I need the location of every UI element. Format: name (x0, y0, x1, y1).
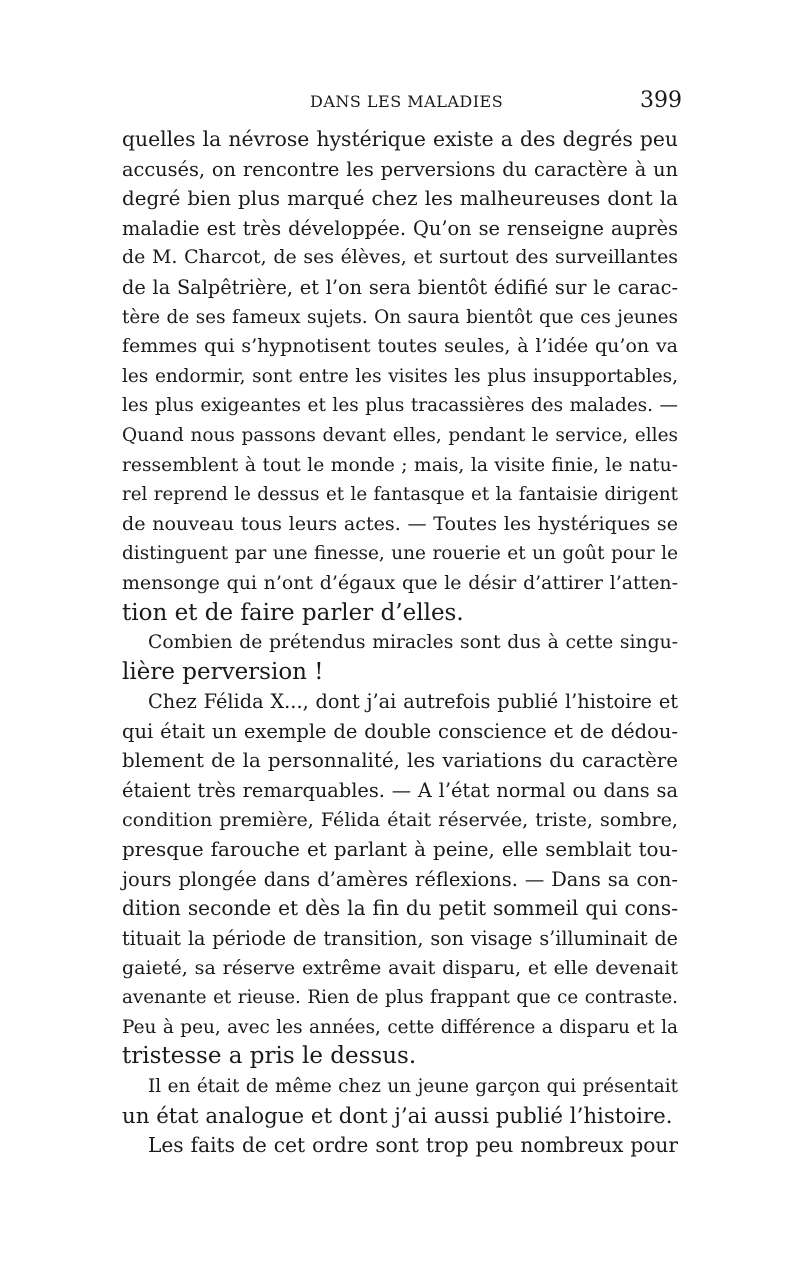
text-line: tère de ses fameux sujets. On saura bientôt que ces jeunes (122, 306, 678, 328)
text-line: femmes qui s’hypnotisent toutes seules, à l’idée qu’on va (122, 335, 678, 358)
text-line: ressemblent à tout le monde ; mais, la visite finie, le natu- (122, 454, 678, 476)
text-line: Quand nous passons devant elles, pendant le service, elles (122, 424, 678, 446)
text-line: de M. Charcot, de ses élèves, et surtout des surveillantes (122, 246, 678, 269)
text-line: presque farouche et parlant à peine, elle semblait tou- (122, 838, 678, 862)
text-line: de nouveau tous leurs actes. — Toutes les hystériques se (122, 512, 678, 535)
page-header (0, 88, 800, 118)
text-line: maladie est très développée. Qu’on se renseigne auprès (122, 216, 678, 240)
text-line: rel reprend le dessus et le fantasque et la fantaisie dirigent (122, 484, 678, 506)
text-line: distinguent par une finesse, une rouerie et un goût pour le (122, 543, 678, 565)
text-line: jours plongée dans d’amères réflexions. — Dans sa con- (122, 867, 678, 891)
text-line: étaient très remarquables. — A l’état normal ou dans sa (122, 779, 678, 803)
text-line: les plus exigeantes et les plus tracassières des malades. — (122, 395, 678, 417)
text-line: blement de la personnalité, les variations du caractère (122, 749, 678, 773)
text-line: qui était un exemple de double conscience et de dédou- (122, 719, 678, 743)
text-line: tion et de faire parler d’elles. (122, 599, 464, 626)
text-line: Peu à peu, avec les années, cette différence a disparu et la (122, 1016, 678, 1038)
text-line: dition seconde et dès la fin du petit sommeil qui cons- (122, 896, 678, 921)
text-line: gaieté, sa réserve extrême avait disparu, et elle devenait (122, 956, 678, 979)
paragraph-first-line: Combien de prétendus miracles sont dus à cette singu- (148, 632, 678, 654)
text-line: condition première, Félida était réservée, triste, sombre, (122, 808, 678, 831)
text-line: lière perversion ! (122, 658, 324, 685)
text-line: degré bien plus marqué chez les malheureuses dont la (122, 187, 678, 211)
text-line: un état analogue et dont j’ai aussi publié l’histoire. (122, 1103, 673, 1129)
paragraph-first-line: Chez Félida X..., dont j’ai autrefois publié l’histoire et (148, 690, 678, 714)
text-line: quelles la névrose hystérique existe a des degrés peu (122, 127, 678, 151)
paragraph-first-line: Les faits de cet ordre sont trop peu nombreux pour (148, 1133, 678, 1158)
text-line: de la Salpêtrière, et l’on sera bientôt édifié sur le carac- (122, 275, 678, 299)
text-line: accusés, on rencontre les perversions du caractère à un (122, 157, 678, 181)
page-number: 399 (640, 88, 682, 113)
text-line: avenante et rieuse. Rien de plus frappant que ce contraste. (122, 987, 678, 1009)
paragraph-first-line: Il en était de même chez un jeune garçon qui présentait (148, 1076, 678, 1097)
text-line: tituait la période de transition, son visage s’illuminait de (122, 927, 678, 951)
text-line: les endormir, sont entre les visites les plus insupportables, (122, 365, 678, 387)
body-text (122, 125, 678, 1161)
running-head: DANS LES MALADIES (310, 92, 504, 111)
text-line: tristesse a pris le dessus. (122, 1043, 417, 1070)
text-line: mensonge qui n’ont d’égaux que le désir d’attirer l’atten- (122, 571, 678, 594)
